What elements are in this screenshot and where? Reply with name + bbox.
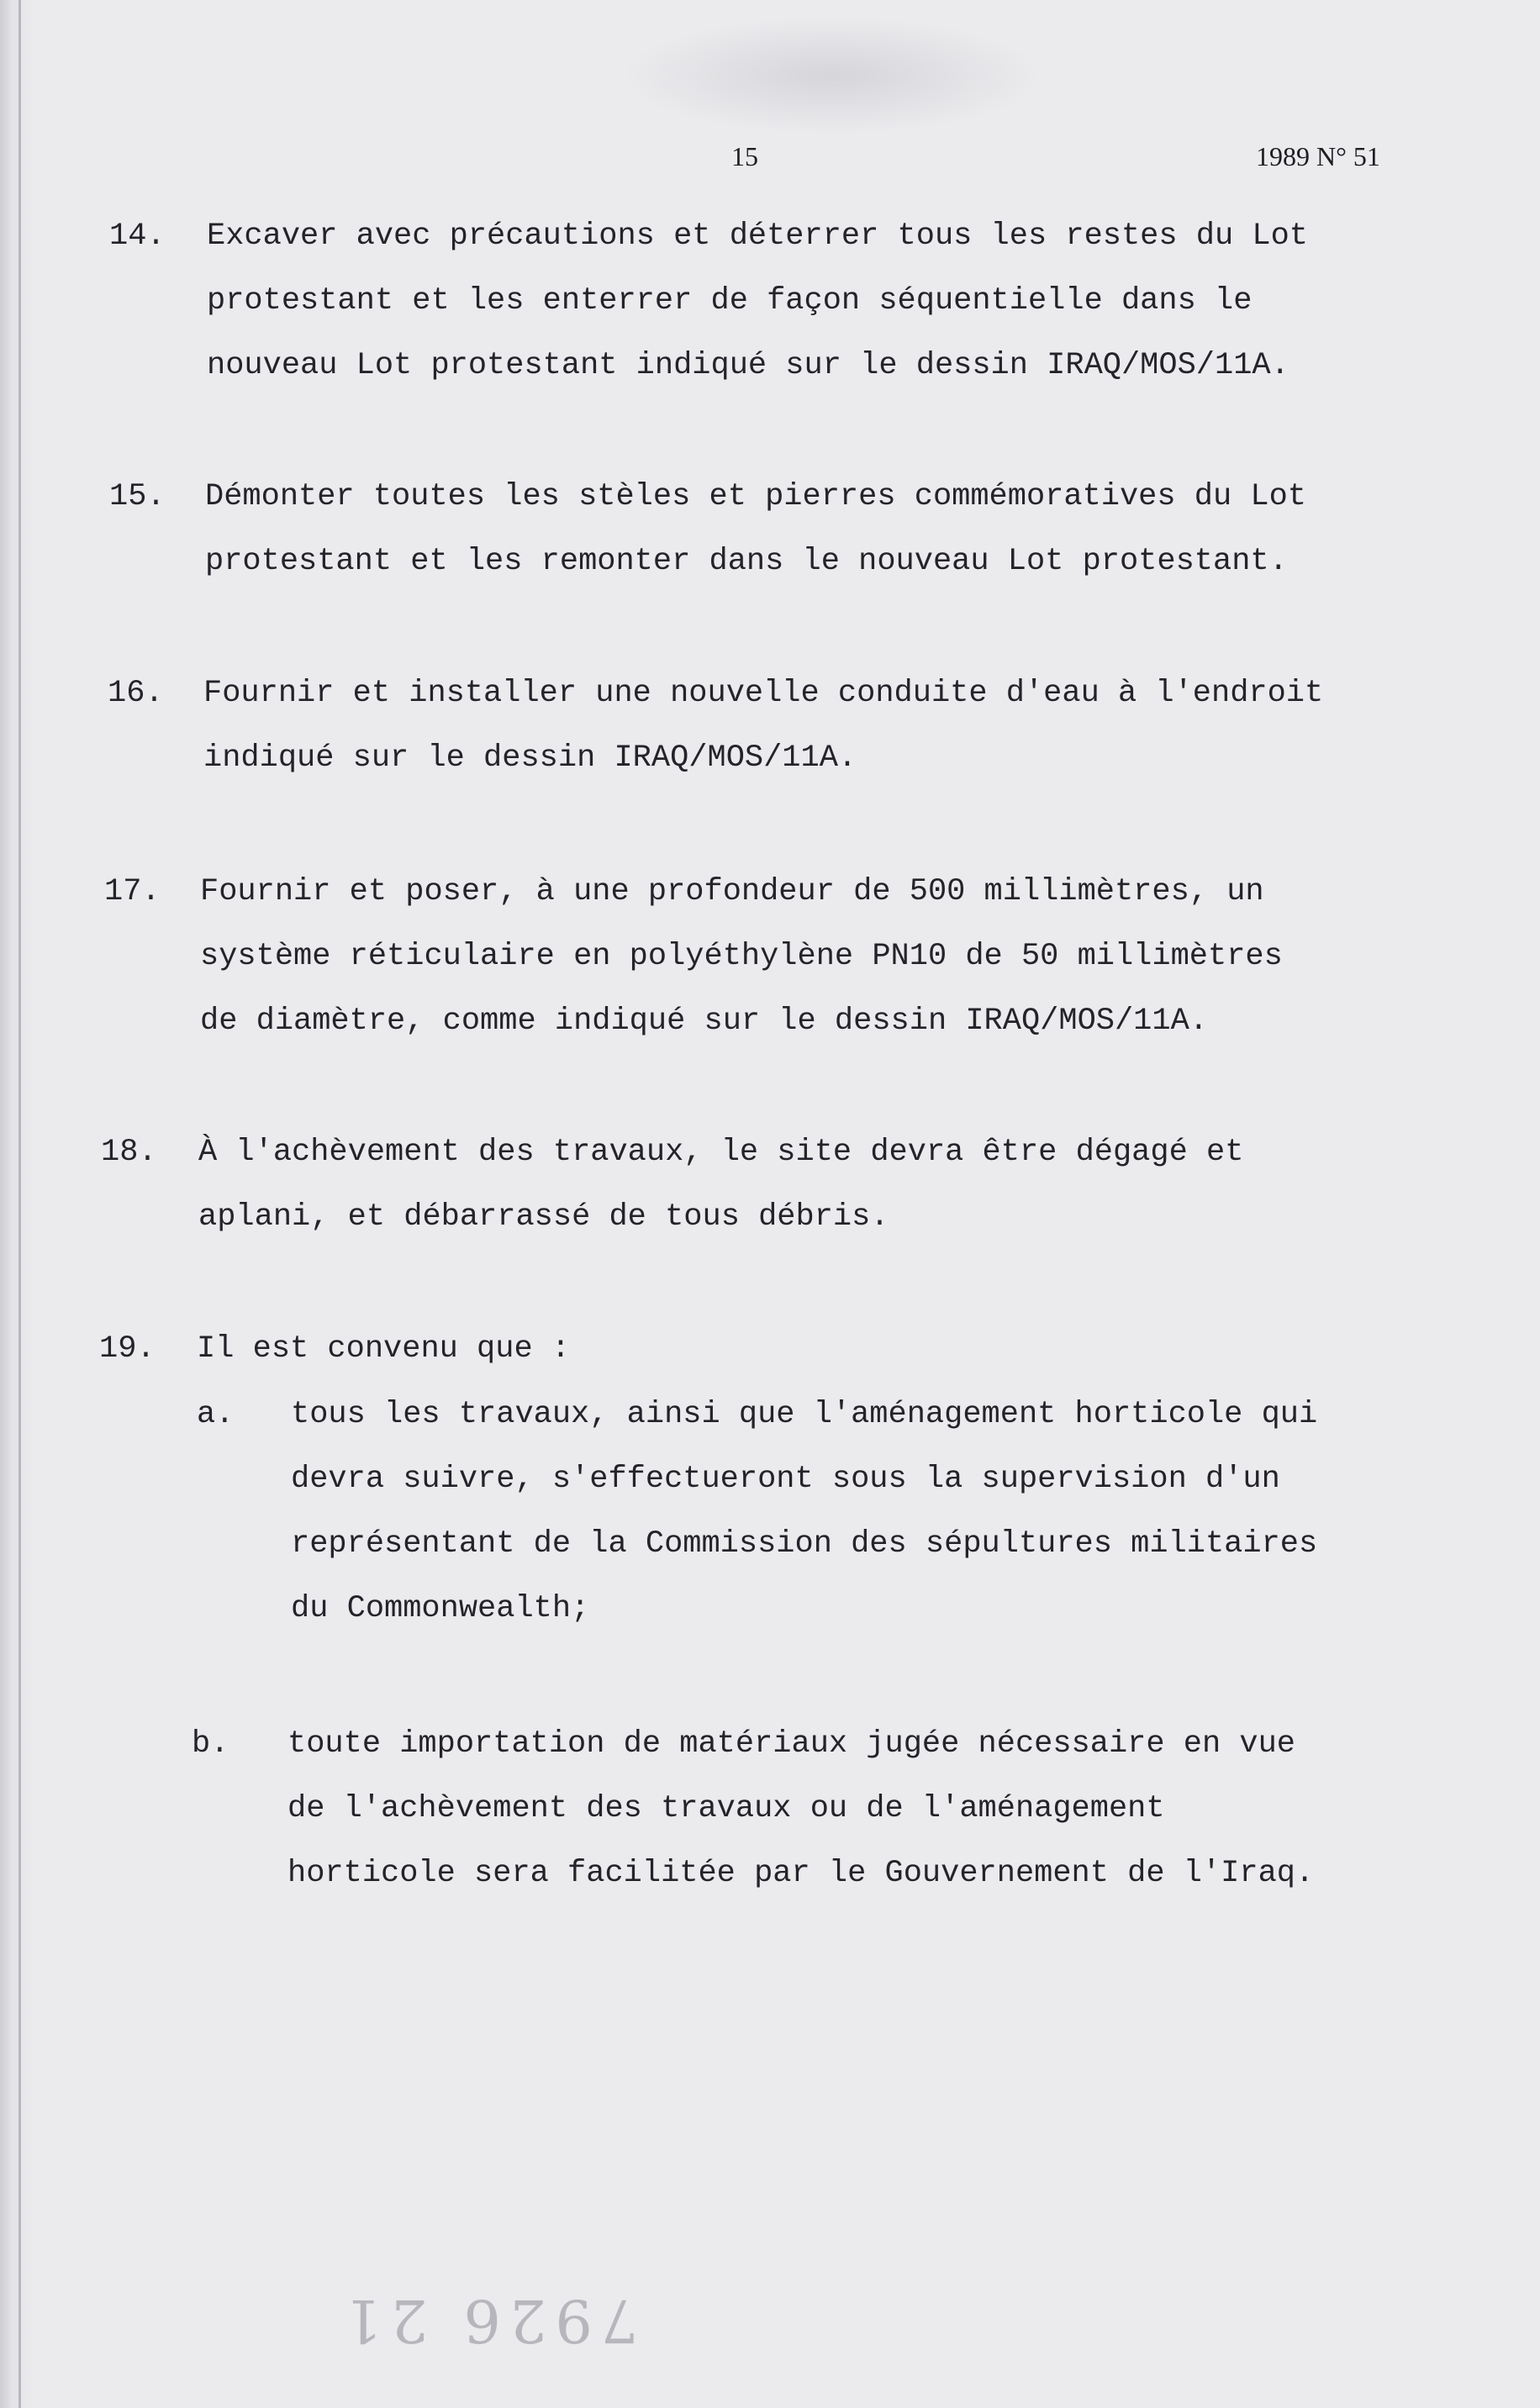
paragraph-line: horticole sera facilitée par le Gouvernement de l'Iraq. (287, 1856, 1315, 1891)
page-edge-shadow (18, 0, 21, 2408)
paragraph-line: Fournir et poser, à une profondeur de 500 millimètres, un (200, 874, 1264, 909)
paragraph-number: 14. (109, 219, 166, 254)
paragraph-line: devra suivre, s'effectueront sous la supervision d'un (291, 1462, 1280, 1497)
sub-item-letter: a. (197, 1397, 235, 1432)
document-reference: 1989 N° 51 (1256, 141, 1380, 171)
paragraph-line: À l'achèvement des travaux, le site devra être dégagé et (198, 1135, 1244, 1170)
paragraph-number: 17. (104, 874, 161, 909)
paragraph-line: représentant de la Commission des sépultures militaires (291, 1526, 1318, 1562)
paragraph-line: aplani, et débarrassé de tous débris. (198, 1199, 889, 1235)
paragraph-line: nouveau Lot protestant indiqué sur le dessin IRAQ/MOS/11A. (207, 348, 1289, 383)
paragraph-line: système réticulaire en polyéthylène PN10 de 50 millimètres (200, 939, 1283, 974)
paragraph-line: Démonter toutes les stèles et pierres commémoratives du Lot (205, 479, 1307, 514)
paragraph-line: Excaver avec précautions et déterrer tous les restes du Lot (207, 219, 1309, 254)
paragraph-number: 19. (99, 1331, 156, 1367)
paragraph-line: de l'achèvement des travaux ou de l'aménagement (287, 1791, 1165, 1826)
paragraph-line: tous les travaux, ainsi que l'aménagement horticole qui (291, 1397, 1318, 1432)
paragraph-number: 15. (109, 479, 166, 514)
paragraph-line: protestant et les remonter dans le nouveau Lot protestant. (205, 544, 1288, 579)
page-number: 15 (731, 141, 758, 171)
paragraph-line: indiqué sur le dessin IRAQ/MOS/11A. (203, 740, 857, 776)
paragraph-line: Fournir et installer une nouvelle conduite d'eau à l'endroit (203, 676, 1324, 711)
paragraph-number: 16. (108, 676, 164, 711)
paragraph-line: toute importation de matériaux jugée nécessaire en vue (287, 1726, 1295, 1762)
paragraph-line: du Commonwealth; (291, 1591, 590, 1626)
bleed-through-smudge (622, 17, 1042, 134)
handwritten-note: 7926 21 (336, 2286, 639, 2355)
paragraph-line: de diamètre, comme indiqué sur le dessin IRAQ/MOS/11A. (200, 1004, 1208, 1039)
paragraph-line: protestant et les enterrer de façon séquentielle dans le (207, 283, 1253, 319)
paragraph-line: Il est convenu que : (197, 1331, 571, 1367)
paragraph-number: 18. (101, 1135, 157, 1170)
sub-item-letter: b. (192, 1726, 229, 1762)
